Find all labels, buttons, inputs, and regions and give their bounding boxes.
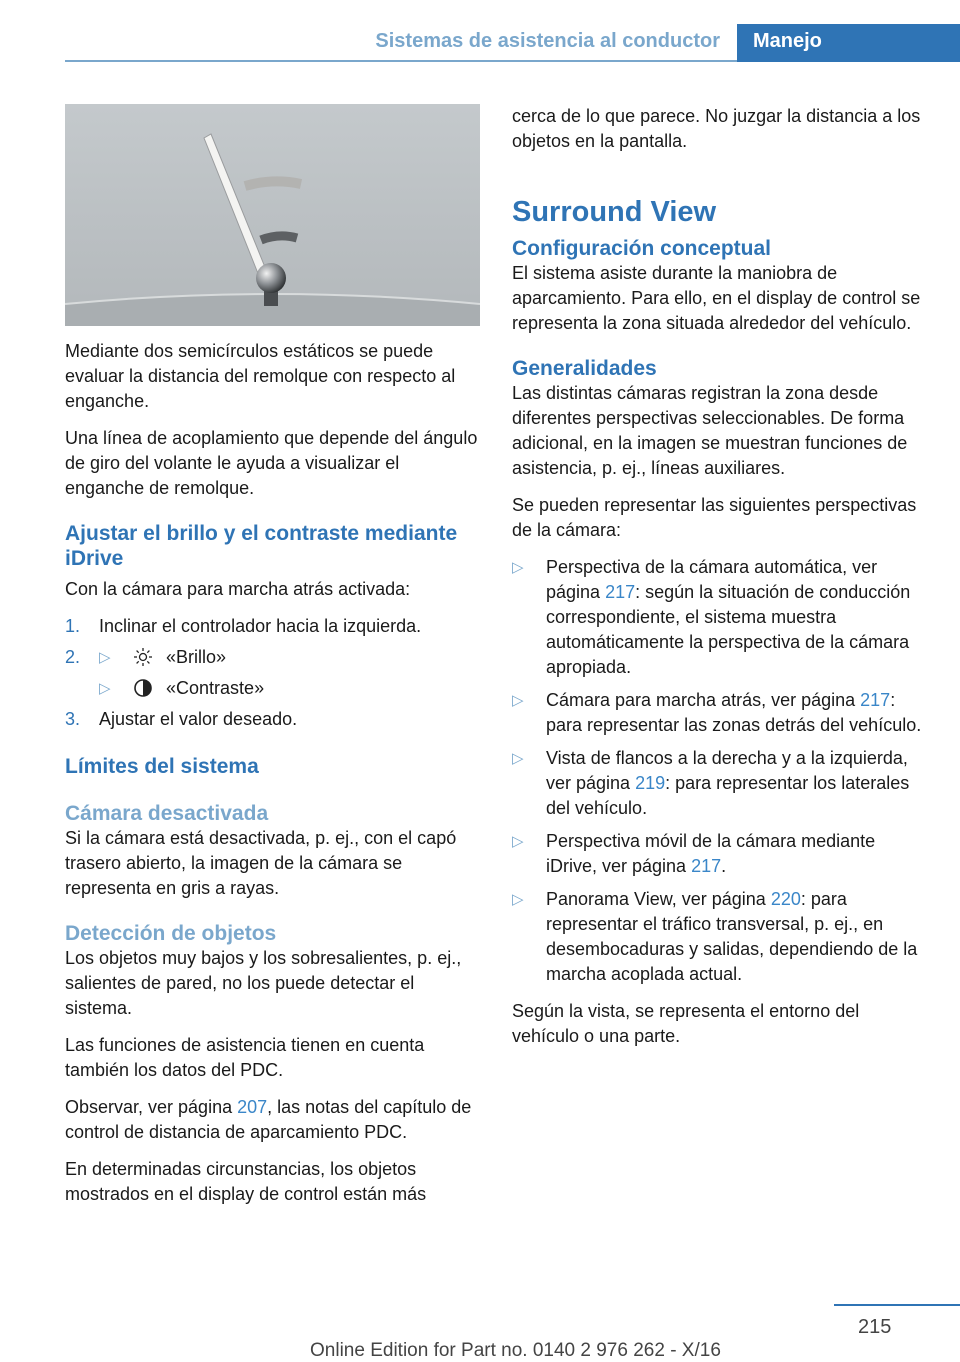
paragraph-perspectives: Se pueden representar las siguientes perspectivas de la cámara: — [512, 495, 917, 540]
heading-object-detection: Detección de objetos — [65, 922, 277, 945]
page-link[interactable]: 220 — [770, 889, 801, 909]
step-text: Inclinar el controlador hacia la izquierda. — [99, 616, 422, 636]
triangle-right-icon: ▷ — [99, 680, 111, 697]
triangle-right-icon: ▷ — [512, 833, 524, 850]
page-number: 215 — [858, 1316, 892, 1338]
heading-system-limits: Límites del sistema — [65, 755, 259, 778]
contrast-icon — [133, 678, 153, 698]
step-number: 2. — [65, 647, 81, 667]
page-link[interactable]: 217 — [860, 690, 891, 710]
page-header — [0, 24, 960, 62]
paragraph-camera-active: Con la cámara para marcha atrás activada: — [65, 579, 411, 599]
paragraph-view-environment: Según la vista, se representa el entorno del vehículo o una parte. — [512, 1001, 860, 1046]
paragraph-low-objects: Los objetos muy bajos y los sobresalientes, p. ej., salientes de pared, no los puede detectar el sistema. — [65, 948, 462, 1018]
paragraph-semicircles: Mediante dos semicírculos estáticos se puede evaluar la distancia del remolque con respecto al enganche. — [65, 341, 456, 411]
paragraph-see-page: Observar, ver página 207, las notas del capítulo de control de distancia de aparcamiento PDC. — [65, 1097, 472, 1142]
right-column — [512, 104, 927, 1061]
page-link[interactable]: 217 — [605, 582, 636, 602]
page-link[interactable]: 219 — [635, 773, 666, 793]
paragraph-camera-off: Si la cámara está desactivada, p. ej., con el capó trasero abierto, la imagen de la cámara se representa en gris a rayas. — [65, 828, 457, 898]
hitch-view-graphic — [65, 104, 480, 326]
page-link[interactable]: 207 — [237, 1097, 268, 1117]
edition-note: Online Edition for Part no. 0140 2 976 262 - X/16 — [310, 1340, 721, 1361]
brightness-steps-list — [65, 614, 480, 732]
paragraph-coupling-line: Una línea de acoplamiento que depende del ángulo de giro del volante le ayuda a visualizar el enganche de remolque. — [65, 428, 478, 498]
heading-surround-view: Surround View — [512, 196, 717, 228]
heading-camera-off: Cámara desactivada — [65, 802, 269, 825]
list-item: ▷ Vista de flancos a la derecha y a la izquierda, ver página 219: para representar los laterales del vehículo. — [512, 748, 910, 818]
step-text: «Contraste» — [166, 678, 265, 698]
heading-general: Generalidades — [512, 357, 657, 380]
list-item — [65, 614, 480, 639]
paragraph-pdc-data: Las funciones de asistencia tienen en cuenta también los datos del PDC. — [65, 1035, 425, 1080]
step-number: 3. — [65, 709, 81, 729]
list-item — [65, 676, 480, 701]
triangle-right-icon: ▷ — [512, 750, 524, 767]
footer-rule — [834, 1304, 960, 1306]
left-column — [65, 104, 480, 1219]
list-item — [65, 707, 480, 732]
step-text: «Brillo» — [166, 647, 227, 667]
paragraph-concept: El sistema asiste durante la maniobra de aparcamiento. Para ello, en el display de control se representa la zona situada alrededor del vehículo. — [512, 263, 921, 333]
triangle-right-icon: ▷ — [512, 891, 524, 908]
heading-brightness-contrast: Ajustar el brillo y el contraste mediante iDrive — [65, 522, 458, 570]
list-item: ▷ Panorama View, ver página 220: para representar el tráfico transversal, p. ej., en desembocaduras y salidas, dependiendo de la marcha acoplada actual. — [512, 889, 918, 984]
list-item — [65, 645, 480, 670]
step-number: 1. — [65, 616, 81, 636]
page-link[interactable]: 217 — [691, 856, 722, 876]
triangle-right-icon: ▷ — [512, 559, 524, 576]
list-item: ▷ Perspectiva móvil de la cámara mediante iDrive, ver página 217. — [512, 831, 876, 876]
paragraph-cameras: Las distintas cámaras registran la zona desde diferentes perspectivas seleccionables. De forma adicional, en la imagen se muestran funciones de asistencia, p. ej., líneas auxiliares. — [512, 383, 908, 478]
paragraph-objects-closer: En determinadas circunstancias, los objetos mostrados en el display de control están más — [65, 1159, 427, 1204]
header-section-title: Sistemas de asistencia al conductor — [375, 30, 720, 52]
perspectives-list — [512, 555, 927, 987]
paragraph-distance-warning: cerca de lo que parece. No juzgar la distancia a los objetos en la pantalla. — [512, 106, 921, 151]
list-item: ▷ Perspectiva de la cámara automática, ver página 217: según la situación de conducción correspondiente, el sistema muestra automáticamente la perspectiva de la cámara apropiada. — [512, 557, 911, 677]
sun-icon — [133, 647, 153, 667]
list-item: ▷ Cámara para marcha atrás, ver página 217: para representar las zonas detrás del vehículo. — [512, 690, 922, 735]
triangle-right-icon: ▷ — [512, 692, 524, 709]
triangle-right-icon: ▷ — [99, 649, 111, 666]
heading-concept: Configuración conceptual — [512, 237, 772, 260]
step-text: Ajustar el valor deseado. — [99, 709, 298, 729]
header-chapter-tab: Manejo — [737, 24, 960, 62]
trailer-hitch-camera-illustration — [65, 104, 480, 326]
